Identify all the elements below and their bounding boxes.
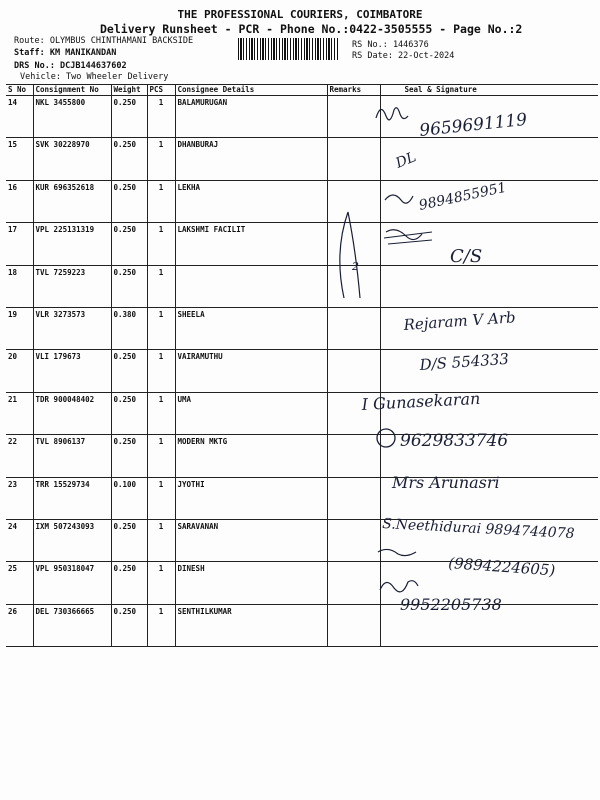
cell-weight: 0.250 bbox=[111, 435, 147, 477]
cell-weight: 0.250 bbox=[111, 562, 147, 604]
cell-weight: 0.250 bbox=[111, 392, 147, 434]
cell-sno: 14 bbox=[6, 96, 33, 138]
cell-consignment: VLI 179673 bbox=[33, 350, 111, 392]
cell-sno: 17 bbox=[6, 223, 33, 265]
cell-weight: 0.250 bbox=[111, 265, 147, 307]
cell-weight: 0.250 bbox=[111, 519, 147, 561]
cell-consignment: VPL 950318047 bbox=[33, 562, 111, 604]
table-row bbox=[6, 350, 598, 392]
hw-name-row24: S.Neethidurai 9894744078 bbox=[381, 516, 575, 543]
cell-remarks bbox=[327, 392, 380, 434]
cell-sno: 18 bbox=[6, 265, 33, 307]
cell-pcs: 1 bbox=[147, 392, 175, 434]
cell-signature bbox=[380, 519, 598, 561]
hw-phone-row22: 9629833746 bbox=[400, 431, 509, 451]
cell-signature bbox=[380, 604, 598, 646]
cell-signature bbox=[380, 477, 598, 519]
cell-pcs: 1 bbox=[147, 223, 175, 265]
cell-remarks bbox=[327, 435, 380, 477]
cell-sno: 19 bbox=[6, 307, 33, 349]
cell-sno: 24 bbox=[6, 519, 33, 561]
cell-signature bbox=[380, 435, 598, 477]
col-header-weight: Weight bbox=[111, 85, 147, 96]
cell-remarks bbox=[327, 477, 380, 519]
col-header-pcs: PCS bbox=[147, 85, 175, 96]
cell-signature bbox=[380, 562, 598, 604]
runsheet-title: Delivery Runsheet - PCR - Phone No.:0422-3505555 - Page No.:2 bbox=[100, 22, 523, 36]
cell-consignment: TVL 7259223 bbox=[33, 265, 111, 307]
cell-consignment: TDR 900048402 bbox=[33, 392, 111, 434]
cell-sno: 20 bbox=[6, 350, 33, 392]
cell-sno: 15 bbox=[6, 138, 33, 180]
hw-mark-row18: 2 bbox=[352, 260, 359, 273]
cell-consignee: MODERN MKTG bbox=[175, 435, 327, 477]
hw-ds-row20: D/S 554333 bbox=[419, 349, 510, 374]
runsheet-table bbox=[6, 84, 598, 647]
table-row bbox=[6, 477, 598, 519]
cell-consignee: UMA bbox=[175, 392, 327, 434]
cell-pcs: 1 bbox=[147, 604, 175, 646]
cell-consignee: LEKHA bbox=[175, 180, 327, 222]
hw-phone-row26: 9952205738 bbox=[400, 595, 502, 614]
cell-consignee: DINESH bbox=[175, 562, 327, 604]
cell-signature bbox=[380, 265, 598, 307]
cell-pcs: 1 bbox=[147, 307, 175, 349]
cell-pcs: 1 bbox=[147, 519, 175, 561]
cell-consignment: SVK 30228970 bbox=[33, 138, 111, 180]
cell-signature bbox=[380, 96, 598, 138]
drs-number: DRS No.: DCJB144637602 bbox=[14, 61, 127, 71]
cell-sno: 22 bbox=[6, 435, 33, 477]
cell-consignment: DEL 730366665 bbox=[33, 604, 111, 646]
cell-consignee: SHEELA bbox=[175, 307, 327, 349]
cell-pcs: 1 bbox=[147, 435, 175, 477]
cell-pcs: 1 bbox=[147, 350, 175, 392]
table-row bbox=[6, 519, 598, 561]
cell-remarks bbox=[327, 307, 380, 349]
cell-remarks bbox=[327, 96, 380, 138]
cell-consignee: LAKSHMI FACILIT bbox=[175, 223, 327, 265]
cell-weight: 0.380 bbox=[111, 307, 147, 349]
cell-consignment: VLR 3273573 bbox=[33, 307, 111, 349]
cell-consignee bbox=[175, 265, 327, 307]
rs-number: RS No.: 1446376 bbox=[352, 40, 429, 50]
cell-remarks bbox=[327, 519, 380, 561]
cell-signature bbox=[380, 307, 598, 349]
cell-weight: 0.250 bbox=[111, 138, 147, 180]
col-header-consignee: Consignee Details bbox=[175, 85, 327, 96]
cell-consignee: SENTHILKUMAR bbox=[175, 604, 327, 646]
cell-sno: 25 bbox=[6, 562, 33, 604]
table-row bbox=[6, 392, 598, 434]
cell-remarks bbox=[327, 180, 380, 222]
cell-consignee: SARAVANAN bbox=[175, 519, 327, 561]
table-row bbox=[6, 307, 598, 349]
hw-name-row19: Rejaram V Arb bbox=[403, 308, 517, 334]
cell-sno: 16 bbox=[6, 180, 33, 222]
cell-remarks bbox=[327, 562, 380, 604]
cell-consignment: NKL 3455800 bbox=[33, 96, 111, 138]
table-row bbox=[6, 604, 598, 646]
cell-consignment: IXM 507243093 bbox=[33, 519, 111, 561]
staff-text: Staff: KM MANIKANDAN bbox=[14, 48, 117, 58]
cell-consignee: VAIRAMUTHU bbox=[175, 350, 327, 392]
cell-remarks bbox=[327, 265, 380, 307]
vehicle-text: Vehicle: Two Wheeler Delivery bbox=[20, 72, 169, 82]
hw-name-row21: I Gunasekaran bbox=[361, 388, 481, 414]
table-row bbox=[6, 96, 598, 138]
cell-remarks bbox=[327, 223, 380, 265]
cell-weight: 0.250 bbox=[111, 350, 147, 392]
barcode bbox=[238, 38, 338, 60]
table-row bbox=[6, 180, 598, 222]
cell-consignment: VPL 225131319 bbox=[33, 223, 111, 265]
cell-pcs: 1 bbox=[147, 477, 175, 519]
cell-weight: 0.250 bbox=[111, 180, 147, 222]
cell-weight: 0.250 bbox=[111, 604, 147, 646]
cell-consignee: JYOTHI bbox=[175, 477, 327, 519]
table-row bbox=[6, 138, 598, 180]
cell-pcs: 1 bbox=[147, 138, 175, 180]
hw-name-row23: Mrs Arunasri bbox=[392, 473, 500, 492]
hw-phone-row25: (9894224605) bbox=[447, 554, 556, 580]
hw-phone-row14: 9659691119 bbox=[418, 109, 529, 141]
cell-signature bbox=[380, 180, 598, 222]
col-header-remarks: Remarks bbox=[327, 85, 380, 96]
cell-signature bbox=[380, 392, 598, 434]
cell-sno: 26 bbox=[6, 604, 33, 646]
cell-pcs: 1 bbox=[147, 96, 175, 138]
cell-weight: 0.250 bbox=[111, 223, 147, 265]
company-title: THE PROFESSIONAL COURIERS, COIMBATORE bbox=[177, 8, 423, 21]
hw-phone-row16: 9894855951 bbox=[417, 179, 508, 214]
cell-consignee: DHANBURAJ bbox=[175, 138, 327, 180]
table-row bbox=[6, 435, 598, 477]
table-row bbox=[6, 562, 598, 604]
cell-remarks bbox=[327, 604, 380, 646]
hw-dl-row15: DL bbox=[393, 149, 419, 172]
cell-signature bbox=[380, 223, 598, 265]
table-row bbox=[6, 265, 598, 307]
cell-signature bbox=[380, 350, 598, 392]
cell-consignment: TRR 15529734 bbox=[33, 477, 111, 519]
cell-weight: 0.250 bbox=[111, 96, 147, 138]
cell-sno: 23 bbox=[6, 477, 33, 519]
table-row bbox=[6, 223, 598, 265]
col-header-consignment: Consignment No bbox=[33, 85, 111, 96]
cell-pcs: 1 bbox=[147, 562, 175, 604]
cell-pcs: 1 bbox=[147, 180, 175, 222]
cell-remarks bbox=[327, 350, 380, 392]
cell-consignment: TVL 8906137 bbox=[33, 435, 111, 477]
col-header-signature: Seal & Signature bbox=[380, 85, 598, 96]
cell-sno: 21 bbox=[6, 392, 33, 434]
cell-weight: 0.100 bbox=[111, 477, 147, 519]
cell-consignee: BALAMURUGAN bbox=[175, 96, 327, 138]
route-text: Route: OLYMBUS CHINTHAMANI BACKSIDE bbox=[14, 36, 194, 46]
table-header-row bbox=[6, 85, 598, 96]
rs-date: RS Date: 22-Oct-2024 bbox=[352, 51, 455, 61]
col-header-sno: S No bbox=[6, 85, 33, 96]
cell-remarks bbox=[327, 138, 380, 180]
cell-pcs: 1 bbox=[147, 265, 175, 307]
hw-cs-row17: C/S bbox=[450, 246, 483, 267]
cell-consignment: KUR 696352618 bbox=[33, 180, 111, 222]
cell-signature bbox=[380, 138, 598, 180]
